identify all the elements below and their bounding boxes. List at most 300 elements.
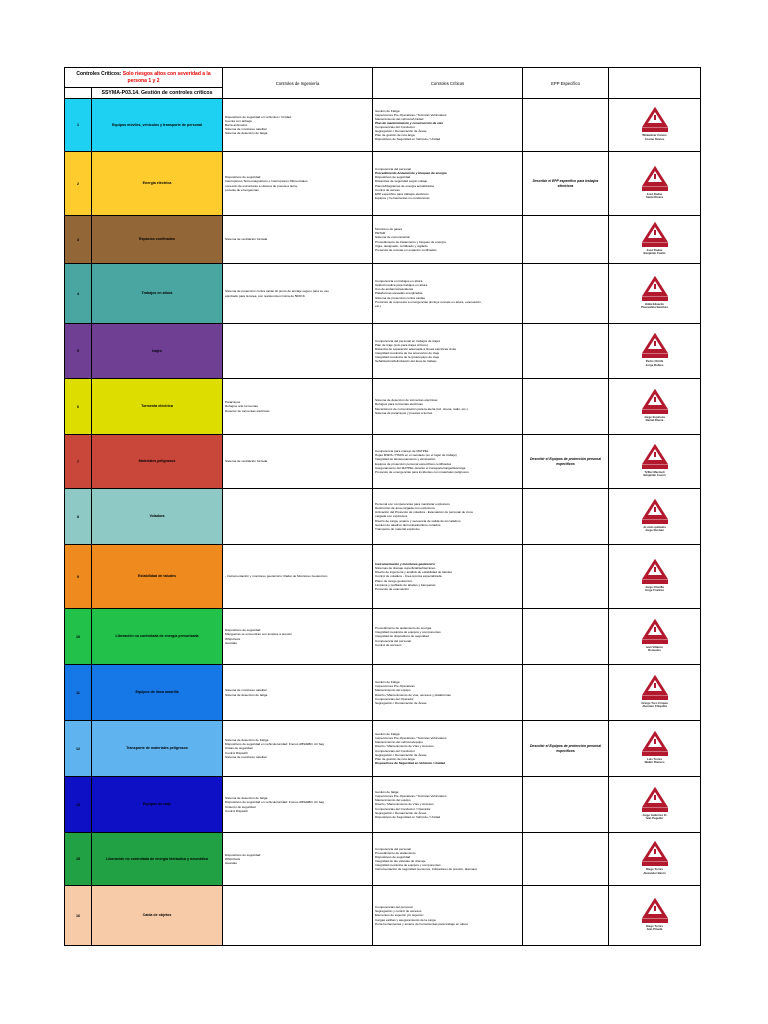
hazard-icon-cell <box>609 324 701 379</box>
sign-caption-line: Cosme Ocares <box>644 136 665 141</box>
engineering-item: Sistema de monitoreo satelital <box>225 688 267 693</box>
critical-controls <box>373 264 523 324</box>
risk-number: 13 <box>65 777 92 833</box>
critical-item: Competencias del Operador <box>375 696 414 701</box>
hazard-sign-icon <box>640 617 670 645</box>
hazard-icon-cell <box>609 435 701 489</box>
hazard-sign-icon <box>640 839 670 867</box>
critical-item: Gestión de fatiga <box>375 790 399 795</box>
engineering-item: Cinturón de seguridad <box>225 804 256 809</box>
critical-item: Procedimiento de aislamiento de energía <box>375 626 432 631</box>
hazard-sign <box>633 557 677 593</box>
critical-item: Plan de izaje (solo para izajes críticos) <box>375 342 428 347</box>
critical-item: Dispositivos de seguridad <box>375 854 411 859</box>
critical-item: Uso de andamios/escaleras <box>375 287 414 292</box>
engineering-controls <box>223 886 373 946</box>
sign-caption <box>633 249 677 256</box>
critical-controls <box>373 833 523 886</box>
sign-caption-line: Winkelmer Cancio <box>642 133 667 138</box>
critical-item: Segregación / Demarcación de Áreas <box>375 810 427 815</box>
hazard-sign-icon <box>640 673 670 701</box>
critical-item: Control de accesos <box>375 642 402 647</box>
sign-caption-line: José Rodas <box>646 247 663 252</box>
hazard-sign <box>633 896 677 932</box>
hazard-sign <box>633 617 677 653</box>
sign-caption <box>633 526 677 533</box>
critical-item: Plan de gestión de ruta larga <box>375 133 415 138</box>
sign-caption-line: Jhonnier Chiquitia <box>642 704 667 709</box>
doc-code: SSYMA-P03.14. Gestión de controles críticos <box>92 88 223 99</box>
sign-caption <box>633 360 677 367</box>
hazard-icon-cell <box>609 665 701 721</box>
risk-number: 2 <box>65 152 92 216</box>
critical-item: Instrumentación y monitoreo geotécnico <box>375 562 435 567</box>
critical-item: Sistema de protección contra caídas <box>375 295 426 300</box>
hazard-icon-cell <box>609 152 701 216</box>
critical-item: Inspecciones Pre-Operativas / Técnicas Vehiculares <box>375 112 447 117</box>
critical-controls <box>373 324 523 379</box>
critical-item: Competencia en trabajos en altura <box>375 279 423 284</box>
hazard-sign <box>633 673 677 709</box>
critical-controls <box>373 99 523 152</box>
engineering-item: Sistema de detección de fatiga <box>225 796 268 801</box>
table-row <box>65 216 701 264</box>
critical-item: Mantenimiento del vehículo/Unidad <box>375 116 424 121</box>
hazard-sign-icon <box>640 785 670 813</box>
hazard-sign-icon <box>640 331 670 359</box>
table-row <box>65 833 701 886</box>
sign-caption-line: Diego Torres <box>645 923 664 928</box>
table-row <box>65 379 701 435</box>
engineering-item: Barra antivuelco <box>225 122 248 127</box>
engineering-item: Sistema de detección de Fatiga <box>225 738 269 743</box>
col-header-critical: Controles Críticos <box>373 68 523 99</box>
risk-name: Equipos de línea amarilla <box>92 665 223 721</box>
engineering-item: conexión de estructuras a sistema de puesta a tierra, <box>225 183 298 188</box>
engineering-item: Sistema de monitoreo satelital <box>225 127 267 132</box>
critical-item: Integridad mecánica de la grúa/equipo de izaje <box>375 355 440 360</box>
engineering-item: Cintas de seguridad <box>225 746 253 751</box>
engineering-item: Pararrayos <box>225 400 241 405</box>
critical-controls <box>373 545 523 609</box>
critical-item: Competencia para manejo de MATPEL <box>375 449 429 454</box>
sign-caption-line: Tyfiler Macmeli <box>644 469 665 474</box>
hazard-sign <box>633 839 677 875</box>
risk-name: Espacios confinados <box>92 216 223 264</box>
risk-name: Trabajos en altura <box>92 264 223 324</box>
critical-item: Competencia del personal <box>375 846 411 851</box>
critical-item: Equipos y herramientas no conductoras <box>375 195 430 200</box>
sign-caption-line: Benjamín Cocón <box>643 473 666 478</box>
hazard-icon-cell <box>609 833 701 886</box>
risk-name: Materiales peligrosos <box>92 435 223 489</box>
table-row <box>65 721 701 777</box>
critical-item: Protocolo de emergencias para incidentes con materiales peligrosos <box>375 469 469 474</box>
hazard-sign <box>633 442 677 478</box>
engineering-controls <box>223 152 373 216</box>
critical-item: Elementos de sujeción y/o sujeción <box>375 913 424 918</box>
sign-caption <box>633 925 677 932</box>
critical-item: Cargas estibas y aseguramiento de la carga <box>375 917 436 922</box>
hazard-icon-cell <box>609 379 701 435</box>
critical-item: Sistema de detección de tormentas eléctricas <box>375 398 438 403</box>
sign-caption-line: José Rodas <box>646 191 663 196</box>
engineering-controls <box>223 545 373 609</box>
engineering-item: Sistema de protección contra caída: El punto de anclaje seguro para su uso <box>225 289 329 294</box>
sign-caption-line: Jo cielo quitados <box>643 524 666 529</box>
sign-caption <box>633 814 677 821</box>
critical-item: cargada con explosivos <box>375 514 408 519</box>
critical-item: Gestión de Fatiga <box>375 680 400 685</box>
risk-number: 5 <box>65 324 92 379</box>
sign-caption-line: Jorge Robles <box>645 362 664 367</box>
critical-item: Competencia del personal <box>375 167 411 172</box>
engineering-item: - Instrumentación y monitoreo geotécnico: Radar de Monitoreo Geotécnico <box>225 574 328 579</box>
critical-controls <box>373 152 523 216</box>
risk-name: Tormenta eléctrica <box>92 379 223 435</box>
critical-item: Instrumentación de seguridad (sensores, indicadores de presión, alarmas) <box>375 867 477 872</box>
risk-number: 16 <box>65 886 92 946</box>
engineering-item: Guardas <box>225 861 237 866</box>
risk-number: 10 <box>65 609 92 665</box>
hazard-sign-icon <box>640 387 670 415</box>
sign-caption <box>633 416 677 423</box>
critical-controls <box>373 665 523 721</box>
risk-number: 9 <box>65 545 92 609</box>
critical-item: Competencias del Conductor <box>375 748 415 753</box>
critical-item: Mantenimiento del equipo <box>375 688 411 693</box>
risk-number: 3 <box>65 216 92 264</box>
col-header-icon <box>609 68 701 99</box>
sign-caption-line: Alexander Barón <box>643 870 666 875</box>
risk-name: Izajes <box>92 324 223 379</box>
risk-name: Equipos de izaje <box>92 777 223 833</box>
risk-name: Energía eléctrica <box>92 152 223 216</box>
title-text: Controles Críticos: <box>76 71 123 78</box>
hazard-sign-icon <box>640 274 670 302</box>
risk-name: Liberación no controlada de energía hidráulica y neumática <box>92 833 223 886</box>
engineering-item: Dispositivos de seguridad en vehículos / Unidad: <box>225 114 292 119</box>
critical-item: Inspecciones Pre-Operativas / Técnicas Vehiculares <box>375 794 447 799</box>
engineering-controls <box>223 379 373 435</box>
title-highlight: Solo riesgos altos con severidad a la persona 1 y 2 <box>122 71 211 84</box>
critical-item: Sistema de pararrayos y puestas a tierras <box>375 410 433 415</box>
hazard-sign <box>633 729 677 765</box>
critical-item: EPP específico para trabajos eléctricos <box>375 191 429 196</box>
sign-caption <box>633 758 677 765</box>
critical-item: Plano de riesgo geotécnico <box>375 578 413 583</box>
hazard-sign <box>633 220 677 256</box>
ppe-cell <box>523 264 609 324</box>
critical-item: Diseño / Mantenimiento de Vías y Accesos <box>375 744 434 749</box>
sign-caption-line: Pascualina Sánchez <box>641 305 668 310</box>
ppe-cell <box>523 99 609 152</box>
critical-item: Dispositivos de Seguridad en Vehículo / Unidad <box>375 760 446 765</box>
risk-name: Voladura <box>92 489 223 545</box>
critical-item: Gestión de Fatiga <box>375 108 400 113</box>
critical-controls <box>373 721 523 777</box>
critical-controls <box>373 609 523 665</box>
engineering-item: Dispositivos de seguridad: <box>225 852 262 857</box>
ppe-cell: Describir el Equipos de protección personal específicos <box>523 721 609 777</box>
risk-number: 15 <box>65 833 92 886</box>
controls-table <box>64 67 701 946</box>
hazard-sign-icon <box>640 442 670 470</box>
hazard-icon-cell <box>609 545 701 609</box>
ppe-cell <box>523 609 609 665</box>
table-row <box>65 777 701 833</box>
table-row <box>65 152 701 216</box>
sign-caption-line: Jorge Franlico <box>644 588 665 593</box>
table-row <box>65 264 701 324</box>
critical-item: Integridad mecánica de equipos y componentes <box>375 863 441 868</box>
critical-item: Distancias de seguridad según voltaje <box>375 179 428 184</box>
critical-item: Procedimiento Aislamiento y bloqueo de energía <box>375 171 447 176</box>
critical-item: Distancia de separación adecuada a líneas eléctricas vivas <box>375 346 457 351</box>
sign-caption-line: Jorge Espinoza <box>644 414 665 419</box>
sign-caption-line: Iván Peguller <box>645 816 664 821</box>
engineering-item: Refugios anti-tormentas <box>225 404 258 409</box>
critical-item: Diseño / Mantenimiento de Vías y Accesos <box>375 802 434 807</box>
engineering-controls <box>223 435 373 489</box>
engineering-item: Dispositivos de seguridad: <box>225 628 262 633</box>
critical-item: Activación del Protocolo de voladura - Evacuación de personal de zona <box>375 510 473 515</box>
hazard-sign <box>633 387 677 423</box>
critical-item: Diseño de ingeniería y análisis de estabilidad de taludes <box>375 570 453 575</box>
critical-item: Mecanismos de comunicación para la alerta (luz, sirena, radio, etc.) <box>375 406 468 411</box>
col-header-ppe: EPP Específico <box>523 68 609 99</box>
sign-caption-line: Diego Torres <box>645 867 664 872</box>
hazard-icon-cell <box>609 886 701 946</box>
ppe-cell <box>523 379 609 435</box>
sign-caption <box>633 303 677 310</box>
engineering-item: Detector de tormentas eléctricas <box>225 408 270 413</box>
hazard-sign <box>633 105 677 141</box>
ppe-cell <box>523 324 609 379</box>
col-header-engineering: Controles de Ingeniería <box>223 68 373 99</box>
sign-caption-line: Pedro Chirife <box>645 359 664 364</box>
critical-item: Competencia del personal en trabajos de izajes <box>375 338 441 343</box>
hazard-sign <box>633 331 677 367</box>
critical-item: Diseño de carga, amarre y secuencia de salida de los taladros <box>375 518 461 523</box>
engineering-item: aprobado para la tarea, con resistencia mínima de 5000 lb <box>225 293 305 298</box>
critical-item: Plataformas elevadas energizadas <box>375 291 423 296</box>
risk-number: 6 <box>65 379 92 435</box>
risk-name: Transporte de materiales peligrosos <box>92 721 223 777</box>
hazard-sign <box>633 274 677 310</box>
engineering-item: Dispositivos de seguridad en vehículo/unidad: Frenos ABS/EBD, Air bag <box>225 742 324 747</box>
sign-caption <box>633 193 677 200</box>
sign-caption-line: Santé Rivera <box>646 195 663 200</box>
critical-item: Segregación / Demarcación de Áreas <box>375 129 427 134</box>
critical-item: Gestión de taladros derrumbados/tiros cortados <box>375 522 441 527</box>
critical-item: Gestión de Fatiga <box>375 732 400 737</box>
critical-item: Protocolo de evacuación <box>375 586 409 591</box>
risk-number: 8 <box>65 489 92 545</box>
critical-item: Protocolo de respuesta a emergencias (incluye rescate en altura, evacuación, <box>375 299 482 304</box>
critical-item: Control de voladura - Área técnica especializada <box>375 574 442 579</box>
sign-caption <box>633 586 677 593</box>
table-row <box>65 489 701 545</box>
engineering-item: Guardas <box>225 640 237 645</box>
risk-number: 11 <box>65 665 92 721</box>
engineering-controls <box>223 609 373 665</box>
ppe-cell <box>523 886 609 946</box>
critical-item: Protocolo de rescate en espacios confinados <box>375 247 437 252</box>
critical-item: Refugios para tormentas eléctricas <box>375 402 423 407</box>
hazard-icon-cell <box>609 721 701 777</box>
hazard-sign-icon <box>640 729 670 757</box>
risk-name: Estabilidad de taludes <box>92 545 223 609</box>
critical-controls <box>373 435 523 489</box>
engineering-controls <box>223 324 373 379</box>
sign-caption-line: Jorge Gutiérrez 11 <box>642 812 667 817</box>
sign-caption <box>633 868 677 875</box>
sign-caption-line: Iván Pineda <box>646 927 663 932</box>
hazard-sign-icon <box>640 497 670 525</box>
critical-item: PETAR <box>375 231 386 236</box>
table-row <box>65 324 701 379</box>
critical-item: Integridad de las válvulas de drenaje <box>375 859 426 863</box>
critical-item: Porta herramientas y amarre de herramientas para trabajo en altura <box>375 921 468 926</box>
engineering-item: Sistema de monitoreo satelital <box>225 754 267 759</box>
engineering-controls <box>223 777 373 833</box>
ppe-cell <box>523 833 609 886</box>
risk-number: 4 <box>65 264 92 324</box>
engineering-item: Mangueras se encuentran con acoples a presión <box>225 632 292 637</box>
sign-caption-line: Hilda Eduardo <box>645 301 664 306</box>
critical-item: Dispositivos de seguridad <box>375 175 411 180</box>
engineering-item: Dispositivos de seguridad en vehículo/unidad: Frenos ABS/EBD, Air bag <box>225 800 324 805</box>
critical-item: Dispositivos de Seguridad en Vehículo / Unidad <box>375 137 441 142</box>
table-row <box>65 609 701 665</box>
critical-item: Mantenimiento del vehículo/equipo <box>375 740 423 745</box>
sign-caption <box>633 134 677 141</box>
table-row <box>65 99 701 152</box>
critical-item: Plan de gestión de ruta larga <box>375 756 415 761</box>
ppe-cell: Describir el Equipos de protección personal específicos <box>523 435 609 489</box>
sign-caption <box>633 646 677 653</box>
critical-item: Procedimiento de Aislamiento y bloqueo de energía <box>375 239 446 244</box>
hazard-icon-cell <box>609 489 701 545</box>
sign-caption-line: Gringo Toro Criquia <box>641 700 668 705</box>
hazard-icon-cell <box>609 264 701 324</box>
engineering-item: Interruptores Termomagnéticos e Interruptores Diferenciales <box>225 179 308 184</box>
critical-item: Integridad mecánica de equipos y componentes <box>375 630 441 635</box>
critical-item: Vigía, designado, certificado y vigilado <box>375 243 428 248</box>
engineering-item: Whipcheck <box>225 636 241 641</box>
critical-item: Integridad mecánica de los accesorios de izaje <box>375 351 440 355</box>
engineering-item: Cuenta con airbags <box>225 118 252 123</box>
critical-item: Plan de mantenimiento y construcción de vías <box>375 120 444 125</box>
critical-item: Hojas MSDS / HSDS en el vacuiado (en el lugar de trabajo) <box>375 453 457 458</box>
hazard-sign-icon <box>640 557 670 585</box>
engineering-controls <box>223 99 373 152</box>
hazard-sign-icon <box>640 896 670 924</box>
engineering-item: pozo/as de emergencias <box>225 187 259 192</box>
engineering-item: Control Dispatch <box>225 808 248 813</box>
critical-controls <box>373 777 523 833</box>
hazard-sign <box>633 785 677 821</box>
critical-controls <box>373 489 523 545</box>
critical-item: Mantenimiento del equipo <box>375 798 411 803</box>
critical-item: Competencias del personal <box>375 905 413 910</box>
sign-caption-line: Romedos <box>648 648 661 653</box>
table-row <box>65 886 701 946</box>
risk-name: Equipos móviles, vehículos y transporte de personal <box>92 99 223 152</box>
engineering-item: Control Dispatch <box>225 750 248 755</box>
engineering-item: Sistema de detección de fatiga <box>225 692 268 697</box>
risk-number: 1 <box>65 99 92 152</box>
engineering-controls <box>223 833 373 886</box>
hazard-sign-icon <box>640 164 670 192</box>
sign-caption-line: Jorge Roshan <box>645 528 664 533</box>
critical-item: Diseño / Mantenimiento de vías, accesos y plataformas <box>375 692 451 697</box>
critical-item: Transporte de material explosivo <box>375 526 420 531</box>
sign-caption <box>633 471 677 478</box>
table-row <box>65 435 701 489</box>
critical-item: etc.) <box>375 303 382 308</box>
engineering-item: Dispositivos de seguridad: <box>225 175 262 180</box>
critical-item: Inspecciones Pre-Operativas / Técnicas Vehiculares <box>375 736 447 741</box>
critical-item: Procedimiento de aislamiento <box>375 850 416 855</box>
hazard-icon-cell <box>609 216 701 264</box>
critical-item: Segregación / Demarcación de Áreas <box>375 752 427 757</box>
critical-item: Integridad de almacenamiento y eliminación <box>375 457 436 462</box>
engineering-item: Sistema de ventilación forzada <box>225 237 268 242</box>
ppe-cell <box>523 777 609 833</box>
page-title <box>65 68 223 88</box>
hazard-icon-cell <box>609 99 701 152</box>
hazard-sign-icon <box>640 220 670 248</box>
critical-item: Planos/Diagramas de energía actualizados <box>375 183 435 188</box>
ppe-cell <box>523 216 609 264</box>
hazard-sign <box>633 164 677 200</box>
critical-item: Aseguramiento del MATPEL durante el transporte/carga/descarga <box>375 465 466 470</box>
critical-item: Sistemas de drenaje superficial/subterráneo <box>375 566 436 571</box>
header-row <box>65 68 701 88</box>
risk-name: Liberación no controlada de energía presurizada <box>92 609 223 665</box>
critical-item: Integridad de dispositivos de seguridad <box>375 634 429 639</box>
critical-item: Aptitud médica para trabajos en altura <box>375 283 428 288</box>
sign-caption-line: Daniel Rivera <box>645 418 664 423</box>
critical-item: Señalización/delimitación del área de trabajo <box>375 359 437 364</box>
engineering-item: Sistema de ventilación forzada <box>225 459 268 464</box>
ppe-cell: Describir el EPP específico para trabajos eléctricos <box>523 152 609 216</box>
sign-caption-line: Luis Torres <box>647 756 663 761</box>
critical-item: Equipos de protección personal específicos certificados <box>375 461 452 466</box>
critical-item: Sistema de comunicación <box>375 235 411 240</box>
engineering-controls <box>223 264 373 324</box>
ppe-cell <box>523 545 609 609</box>
critical-item: Dispositivos de Seguridad en Vehículo / Unidad <box>375 814 441 819</box>
critical-item: Monitoreo de gases <box>375 227 403 232</box>
critical-item: Restricción de área cargada con explosivos <box>375 506 435 511</box>
critical-item: Competencias del Conductor / Operador <box>375 806 431 811</box>
hazard-sign-icon <box>640 105 670 133</box>
engineering-controls <box>223 665 373 721</box>
engineering-item: Whipcheck <box>225 856 241 861</box>
risk-number: 7 <box>65 435 92 489</box>
critical-item: Inspecciones Pre-Operativas <box>375 684 415 689</box>
critical-controls <box>373 216 523 264</box>
engineering-controls <box>223 721 373 777</box>
risk-number: 12 <box>65 721 92 777</box>
critical-item: Personal con competencias para manipular explosivos <box>375 502 450 507</box>
critical-item: Competencia del personal <box>375 638 411 643</box>
critical-item: Control de acceso <box>375 187 400 192</box>
engineering-controls <box>223 489 373 545</box>
